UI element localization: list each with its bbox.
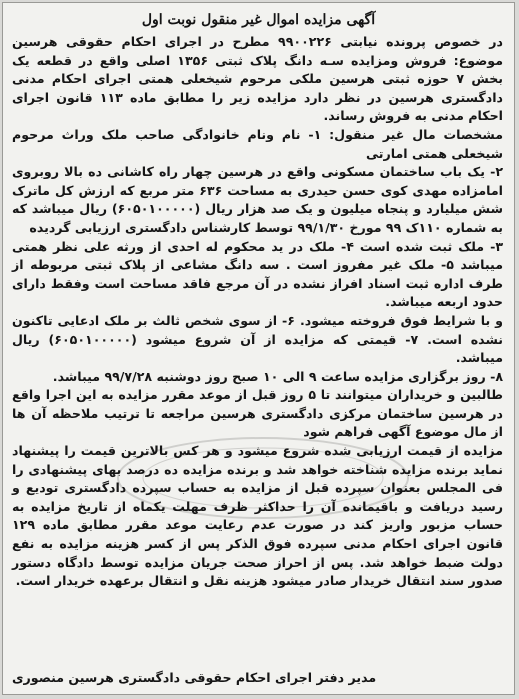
- paragraph-terms: مزایده از قیمت ارزیابی شده شروع میشود و هر کس بالاترین قیمت را پیشنهاد نماید برنده مزایده شناخته خواهد شد و برنده مزایده ده درصد بهای پیشنهادی را فی المجلس بعنوان سپرده قبل از مزایده به حساب سپرده دادگستری تودیع و رسید دریافت و باقیمانده آن را حداکثر ظرف مهلت یکماه از تاریخ مزایده به حساب مزبور واریز کند در صورت عدم رعایت موعد مقرر مطابق ماده ۱۲۹ قانون اجرای احکام مدنی سپرده فوق الذکر پس از کسر هزینه مزایده به نفع دولت ضبط خواهد شد. پس از احراز صحت جریان مزایده توسط دادگاه دستور صدور سند انتقال خریدار صادر میشود هزینه نقل و انتقال برعهده خریدار است.: [12, 443, 503, 589]
- paragraph-starting-price: و با شرایط فوق فروخته میشود. ۶- از سوی شخص ثالث بر ملک ادعایی تاکنون نشده است. ۷- قیمتی که مزایده از آن شروع میشود (۶۰۵۰۱۰۰۰۰۰) ریال میباشد.: [12, 312, 504, 366]
- signature-line: مدیر دفتر اجرای احکام حقوقی دادگستری هرسین منصوری: [12, 670, 377, 685]
- paragraph-auction-date: ۸- روز برگزاری مزایده ساعت ۹ الی ۱۰ صبح روز دوشنبه ۹۹/۷/۲۸ میباشد.: [52, 368, 503, 384]
- notice-body: [12, 33, 503, 591]
- newspaper-clipping: [2, 2, 515, 695]
- paragraph-property-specs: مشخصات مال غیر منقول: ۱- نام ونام خانوادگی صاحب ملک وراث مرحوم شیخعلی همتی امارتی: [12, 126, 504, 161]
- paragraph-viewing-info: طالبین و خریداران میتوانند تا ۵ روز قبل از موعد مقرر مزایده به این اجرا واقع در هرسین ساختمان مرکزی دادگستری هرسین مراجعه تا ترتیب ملاحظه آن ها از مال موضوع آگهی فراهم شود: [12, 387, 503, 440]
- paragraph-registration-status: ۳- ملک ثبت شده است ۴- ملک در ید محکوم له احدی از ورثه علی نظر همتی میباشد ۵- ملک غیر مفروز است . سه دانگ مشاعی از پلاک ثبتی مربوطه از طرف اداره ثبت اسناد افراز نشده در آن مرجع فاقد مساحت است وفقط دارای حدود اربعه میباشد.: [12, 238, 504, 310]
- paragraph-intro: در خصوص پرونده نیابتی ۹۹۰۰۲۲۶ مطرح در اجرای احکام حقوقی هرسین موضوع: فروش ومزایده سـه دانگ پلاک ثبتی ۱۳۵۶ اصلی واقع در قطعه یک بخش ۷ حوزه ثبتی هرسین ملکی مرحوم شیخعلی همتی اجرای احکام مدنی دادگستری هرسین در نظر دارد مزایده زیر را مطابق ماده ۱۱۳ قانون اجرای احکام مدنی به فروش رساند.: [12, 34, 503, 124]
- paragraph-building-description: ۲- یک باب ساختمان مسکونی واقع در هرسین چهار راه کاشانی ده بالا روبروی امامزاده مهدی کوی حسن حیدری به مساحت ۶۳۶ متر مربع که ارزش کل ماترک شش میلیارد و پنجاه میلیون و یک صد هزار ریال (۶۰۵۰۱۰۰۰۰۰) ریال میباشد که به شماره ۱۱۰ک ۹۹ مورخ ۹۹/۱/۳۰ توسط کارشناس دادگستری ارزیابی گردیده: [12, 164, 503, 235]
- notice-title: آگهی مزایده اموال غیر منقول نوبت اول: [141, 12, 376, 28]
